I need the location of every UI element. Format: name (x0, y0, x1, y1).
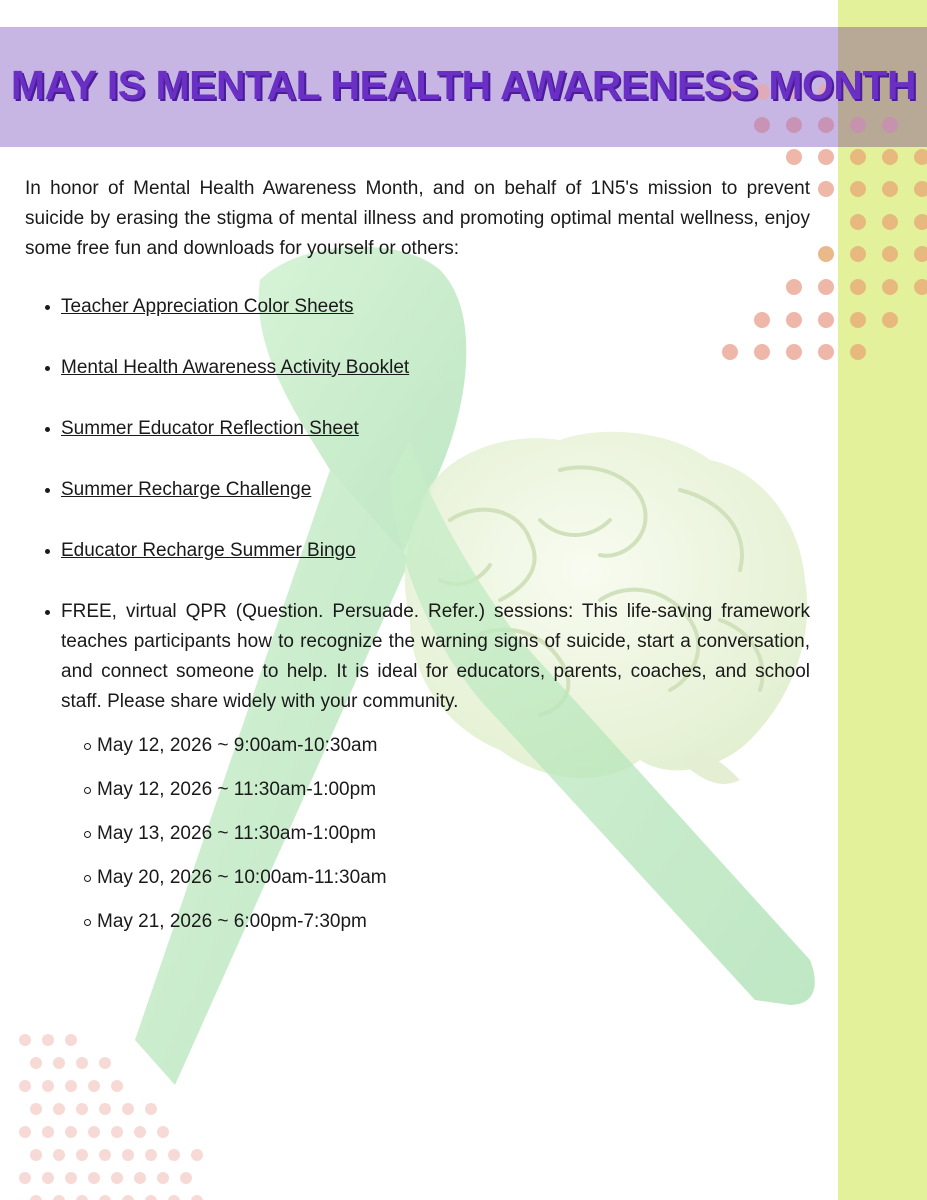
list-item (25, 475, 810, 505)
session-item (61, 775, 810, 805)
list-item (25, 292, 810, 322)
intro-text: In honor of Mental Health Awareness Month, and on behalf of 1N5's mission to prevent suicide by erasing the stigma of mental illness and promoting optimal mental wellness, enjoy some free fun and downloads for yourself or others: (25, 178, 810, 259)
circle-bullet-icon (84, 919, 91, 926)
circle-bullet-icon (84, 875, 91, 882)
content (25, 174, 810, 968)
recharge-challenge-link[interactable]: Summer Recharge Challenge (61, 479, 312, 500)
session-item (61, 819, 810, 849)
circle-bullet-icon (84, 787, 91, 794)
list-item (25, 353, 810, 383)
page-title: MAY IS MENTAL HEALTH AWARENESS MONTH (10, 62, 917, 108)
list-item (25, 414, 810, 444)
bullet-icon (45, 366, 50, 371)
activity-booklet-link[interactable]: Mental Health Awareness Activity Booklet (61, 357, 410, 378)
circle-bullet-icon (84, 743, 91, 750)
session-date: May 13, 2026 ~ 11:30am-1:00pm (97, 823, 377, 844)
session-date: May 20, 2026 ~ 10:00am-11:30am (97, 867, 387, 888)
circle-bullet-icon (84, 831, 91, 838)
session-item (61, 731, 810, 761)
bullet-icon (45, 427, 50, 432)
bullet-icon (45, 549, 50, 554)
teacher-appreciation-link[interactable]: Teacher Appreciation Color Sheets (61, 296, 354, 317)
session-date: May 12, 2026 ~ 11:30am-1:00pm (97, 779, 377, 800)
bullet-icon (45, 488, 50, 493)
resource-list (25, 292, 810, 937)
bullet-icon (45, 610, 50, 615)
qpr-item (25, 597, 810, 937)
bullet-icon (45, 305, 50, 310)
qpr-description: FREE, virtual QPR (Question. Persuade. Refer.) sessions: This life-saving framework teaches participants how to recognize the warning signs of suicide, start a conversation, and connect someone to help. It is ideal for educators, parents, coaches, and school staff. Please share widely with your community. (61, 601, 810, 712)
session-date: May 21, 2026 ~ 6:00pm-7:30pm (97, 911, 367, 932)
reflection-sheet-link[interactable]: Summer Educator Reflection Sheet (61, 418, 359, 439)
session-item (61, 907, 810, 937)
summer-bingo-link[interactable]: Educator Recharge Summer Bingo (61, 540, 356, 561)
session-date: May 12, 2026 ~ 9:00am-10:30am (97, 735, 378, 756)
list-item (25, 536, 810, 566)
session-item (61, 863, 810, 893)
session-list (61, 731, 810, 937)
